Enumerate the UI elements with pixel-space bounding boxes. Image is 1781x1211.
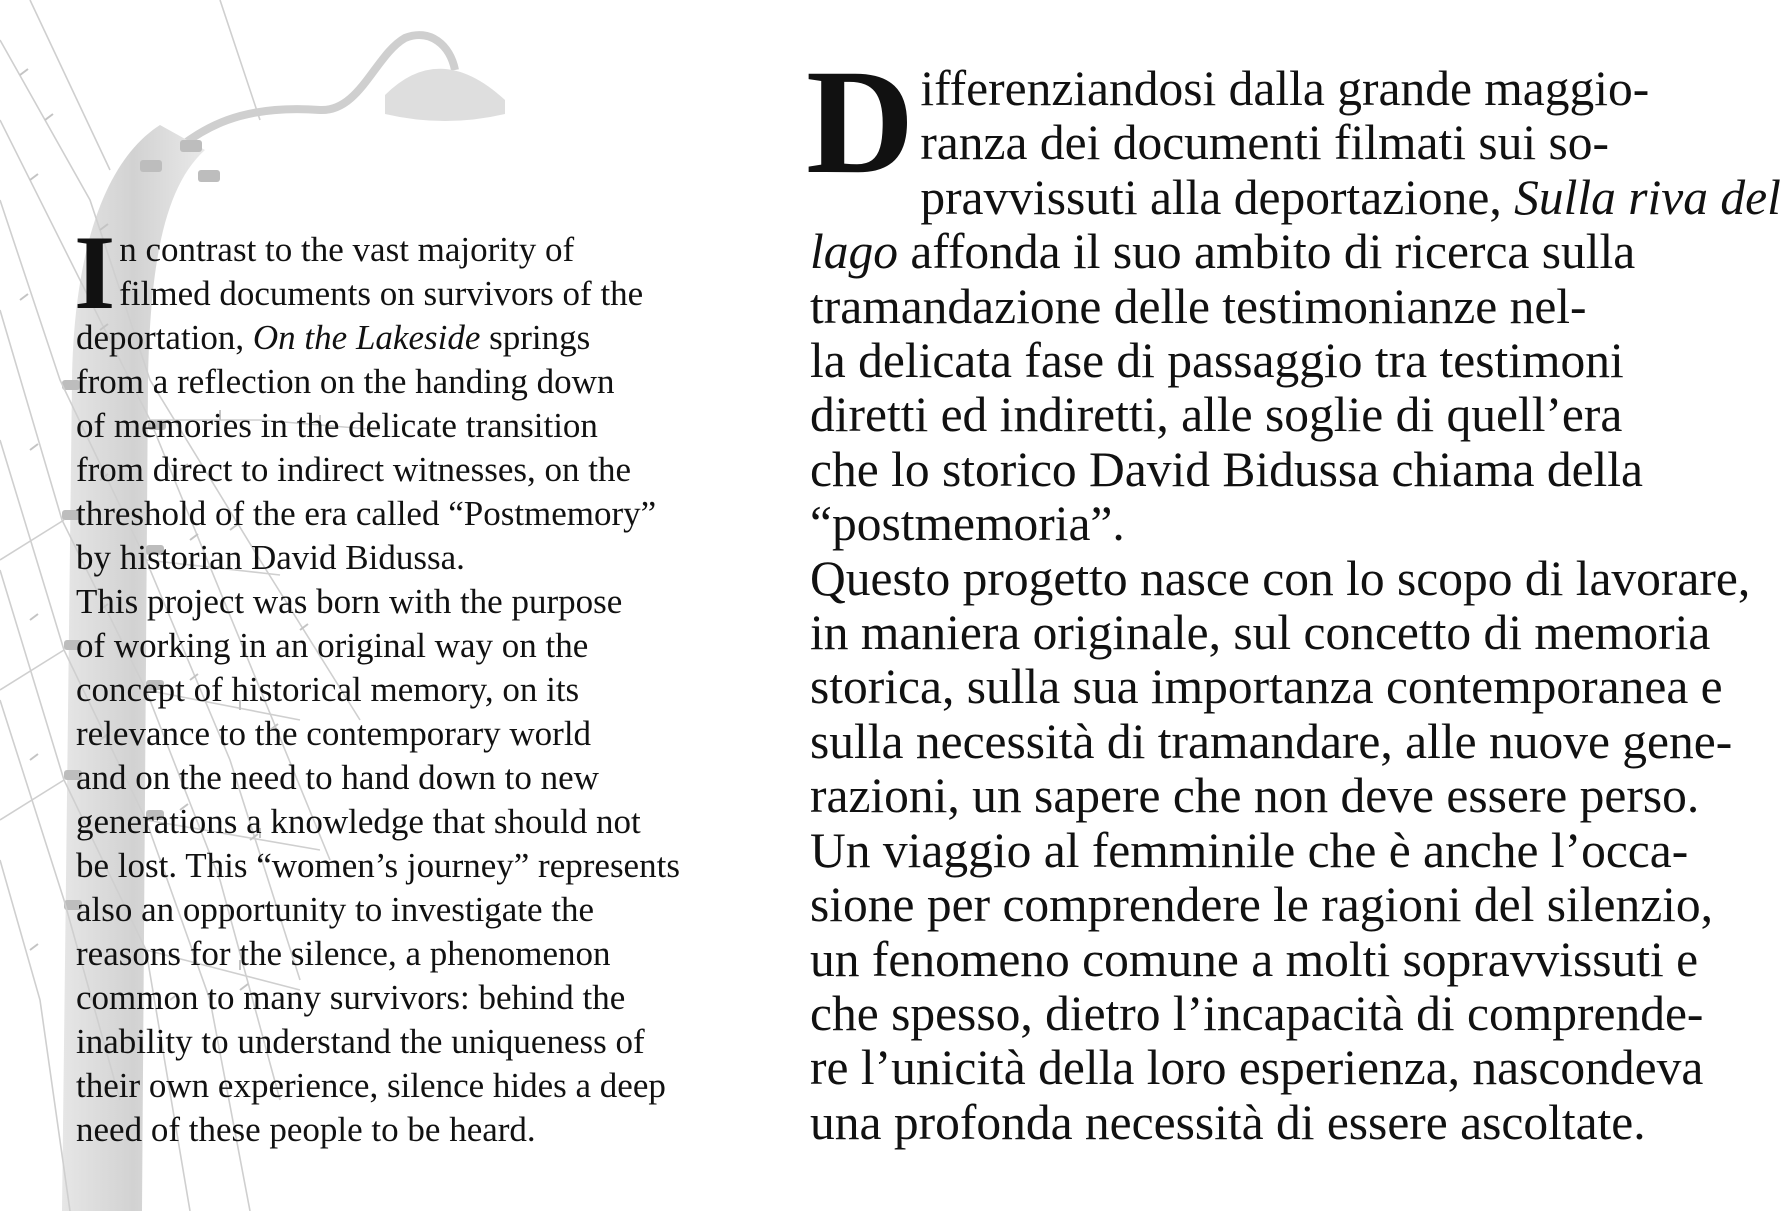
italian-paragraph-1: [806, 39, 1781, 552]
text-line: [810, 225, 1710, 279]
text-line: relevance to the contemporary world: [76, 714, 592, 753]
text-line: reasons for the silence, a phenomenon: [76, 934, 611, 973]
text-line: che lo storico David Bidussa chiama della: [810, 441, 1644, 497]
text-line: ifferenziandosi dalla grande maggio-: [920, 61, 1650, 116]
text-line: also an opportunity to investigate the: [76, 890, 595, 929]
english-paragraph-1: [74, 214, 736, 580]
text-line: re l’unicità della loro esperienza, nascondeva: [810, 1040, 1704, 1096]
text-line: inability to understand the uniqueness of: [76, 1022, 645, 1061]
film-title-italic: Sulla riva del: [1514, 169, 1781, 225]
text-line: [76, 316, 736, 360]
text-line: of memories in the delicate transition: [76, 406, 598, 445]
text-run: deportation,: [76, 318, 253, 357]
text-run: affonda il suo ambito di ricerca sulla: [898, 224, 1636, 280]
text-line: che spesso, dietro l’incapacità di comprende-: [810, 985, 1704, 1041]
italian-text-column: [806, 39, 1781, 1150]
english-paragraph-2: [76, 580, 736, 1152]
dropcap-line-group: [74, 214, 736, 331]
text-line: by historian David Bidussa.: [76, 538, 465, 577]
text-line: in maniera originale, sul concetto di memoria: [810, 605, 1711, 661]
text-line: Un viaggio al femminile che è anche l’occa-: [810, 822, 1689, 878]
film-title-italic: lago: [810, 224, 899, 280]
text-line: la delicata fase di passaggio tra testimoni: [810, 333, 1624, 389]
dropcap-line-group: [810, 62, 1710, 171]
text-line: tramandazione delle testimonianze nel-: [810, 278, 1587, 334]
text-line: sione per comprendere le ragioni del silenzio,: [810, 877, 1714, 933]
text-run: springs: [480, 318, 591, 357]
text-line: storica, sulla sua importanza contemporanea e: [810, 659, 1723, 715]
drop-cap-initial: I: [74, 214, 116, 331]
text-line: generations a knowledge that should not: [76, 802, 641, 841]
text-line: of working in an original way on the: [76, 626, 589, 665]
text-line: [810, 169, 1781, 225]
text-line: from direct to indirect witnesses, on the: [76, 450, 631, 489]
text-line: need of these people to be heard.: [76, 1110, 536, 1149]
text-line: n contrast to the vast majority of: [119, 230, 575, 269]
text-line: razioni, un sapere che non deve essere perso.: [810, 768, 1700, 824]
text-line: una profonda necessità di essere ascoltate.: [810, 1094, 1646, 1150]
text-line: concept of historical memory, on its: [76, 670, 580, 709]
text-line: be lost. This “women’s journey” represents: [76, 846, 680, 885]
text-line: Questo progetto nasce con lo scopo di lavorare,: [810, 550, 1751, 606]
text-run: pravvissuti alla deportazione,: [920, 169, 1515, 225]
text-line: from a reflection on the handing down: [76, 362, 615, 401]
text-line: sulla necessità di tramandare, alle nuove gene-: [810, 713, 1733, 769]
text-line: filmed documents on survivors of the: [119, 274, 644, 313]
text-line: common to many survivors: behind the: [76, 978, 626, 1017]
english-text-column: [74, 214, 736, 1152]
text-line: their own experience, silence hides a deep: [76, 1066, 666, 1105]
drop-cap-initial: D: [806, 39, 915, 205]
text-line: and on the need to hand down to new: [76, 758, 599, 797]
text-line: diretti ed indiretti, alle soglie di quell’era: [810, 387, 1623, 443]
text-line: threshold of the era called “Postmemory”: [76, 494, 657, 533]
film-title-italic: On the Lakeside: [252, 318, 481, 357]
text-line: “postmemoria”.: [810, 496, 1125, 552]
text-line: un fenomeno comune a molti sopravvissuti e: [810, 931, 1699, 987]
text-line: This project was born with the purpose: [76, 582, 623, 621]
text-line: ranza dei documenti filmati sui so-: [920, 115, 1610, 171]
italian-paragraph-2: [810, 550, 1751, 1150]
